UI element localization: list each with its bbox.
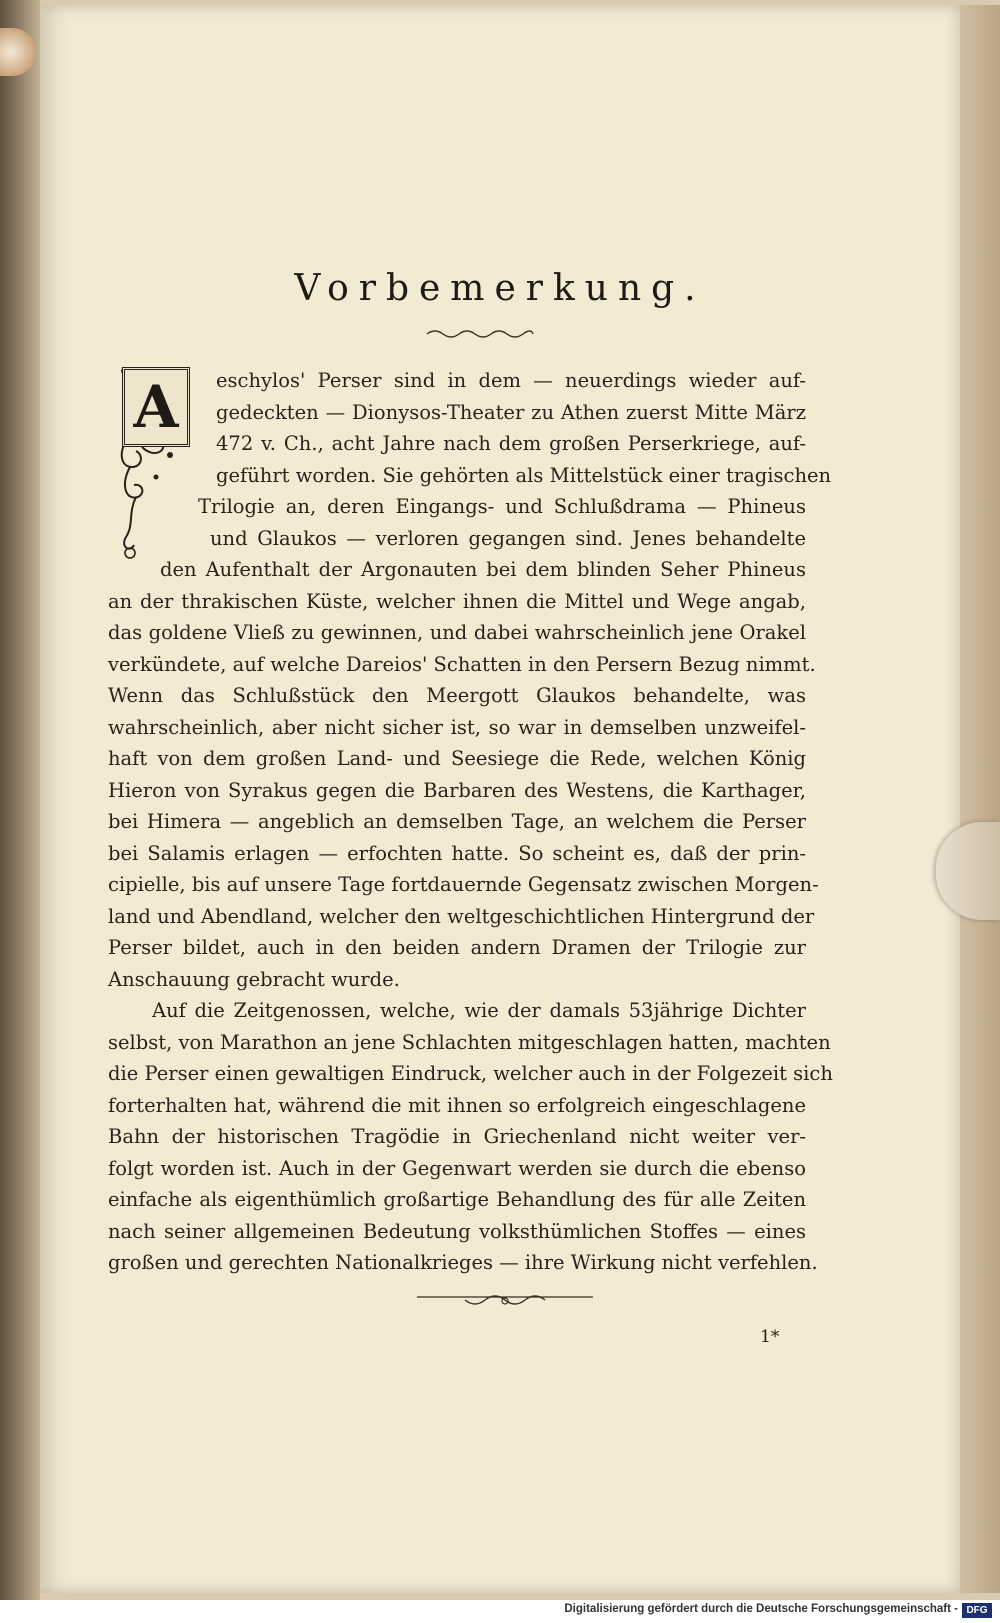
text-line: die Perser einen gewaltigen Eindruck, welcher auch in der Folgezeit sich: [108, 1062, 833, 1085]
text-line: wahrscheinlich, aber nicht sicher ist, so war in demselben unzweifel-: [108, 716, 806, 739]
text-line: Bahn der historischen Tragödie in Griechenland nicht weiter ver-: [108, 1125, 806, 1148]
page-title: Vorbemerkung.: [294, 268, 706, 309]
text-line: Anschauung gebracht wurde.: [108, 968, 400, 991]
text-line: großen und gerechten Nationalkrieges — ihre Wirkung nicht verfehlen.: [108, 1251, 818, 1274]
text-line: Auf die Zeitgenossen, welche, wie der damals 53jährige Dichter: [152, 999, 806, 1022]
text-line: nach seiner allgemeinen Bedeutung volksthümlichen Stoffes — eines: [108, 1220, 806, 1243]
text-line: einfache als eigenthümlich großartige Behandlung des für alle Zeiten: [108, 1188, 806, 1211]
text-line: Perser bildet, auch in den beiden andern Dramen der Trilogie zur: [108, 936, 806, 959]
initial-letter: A: [133, 373, 179, 441]
text-line: folgt worden ist. Auch in der Gegenwart werden sie durch die ebenso: [108, 1157, 806, 1180]
dfg-logo: DFG: [962, 1603, 992, 1618]
text-line: bei Salamis erlagen — erfochten hatte. So scheint es, daß der prin-: [108, 842, 806, 865]
text-line: bei Himera — angeblich an demselben Tage, an welchem die Perser: [108, 810, 806, 833]
initial-frame: [122, 367, 190, 447]
text-line: und Glaukos — verloren gegangen sind. Jenes behandelte: [210, 527, 806, 550]
text-line: Hieron von Syrakus gegen die Barbaren des Westens, die Karthager,: [108, 779, 806, 802]
end-ornament: [415, 1288, 595, 1310]
decorated-initial: [112, 355, 212, 585]
digitization-footer: [0, 1600, 1000, 1623]
text-line: den Aufenthalt der Argonauten bei dem blinden Seher Phineus: [160, 558, 806, 581]
text-line: Trilogie an, deren Eingangs- und Schlußdrama — Phineus: [198, 495, 806, 518]
page-number: 1*: [760, 1327, 780, 1347]
text-line: selbst, von Marathon an jene Schlachten mitgeschlagen hatten, machten: [108, 1031, 831, 1054]
text-line: geführt worden. Sie gehörten als Mittelstück einer tragischen: [216, 464, 832, 487]
title-ornament: [425, 327, 535, 341]
book-spine: [0, 0, 40, 1600]
text-line: gedeckten — Dionysos-Theater zu Athen zuerst Mitte März: [216, 401, 806, 424]
text-line: cipielle, bis auf unsere Tage fortdauernde Gegensatz zwischen Morgen-: [108, 873, 819, 896]
text-line: verkündete, auf welche Dareios' Schatten in den Persern Bezug nimmt.: [108, 653, 816, 676]
text-line: haft von dem großen Land- und Seesiege die Rede, welchen König: [108, 747, 806, 770]
text-line: eschylos' Perser sind in dem — neuerdings wieder auf-: [216, 369, 806, 392]
page-right-edge: [960, 5, 1000, 1593]
book-page: [40, 5, 960, 1593]
footer-credit: Digitalisierung gefördert durch die Deutsche Forschungsgemeinschaft -: [564, 1603, 958, 1615]
text-line: land und Abendland, welcher den weltgeschichtlichen Hintergrund der: [108, 905, 815, 928]
text-line: das goldene Vließ zu gewinnen, und dabei wahrscheinlich jene Orakel: [108, 621, 806, 644]
text-line: forterhalten hat, während die mit ihnen so erfolgreich eingeschlagene: [108, 1094, 806, 1117]
text-line: Wenn das Schlußstück den Meergott Glaukos behandelte, was: [108, 684, 806, 707]
text-line: 472 v. Ch., acht Jahre nach dem großen Perserkriege, auf-: [216, 432, 806, 455]
text-line: an der thrakischen Küste, welcher ihnen die Mittel und Wege angab,: [108, 590, 806, 613]
